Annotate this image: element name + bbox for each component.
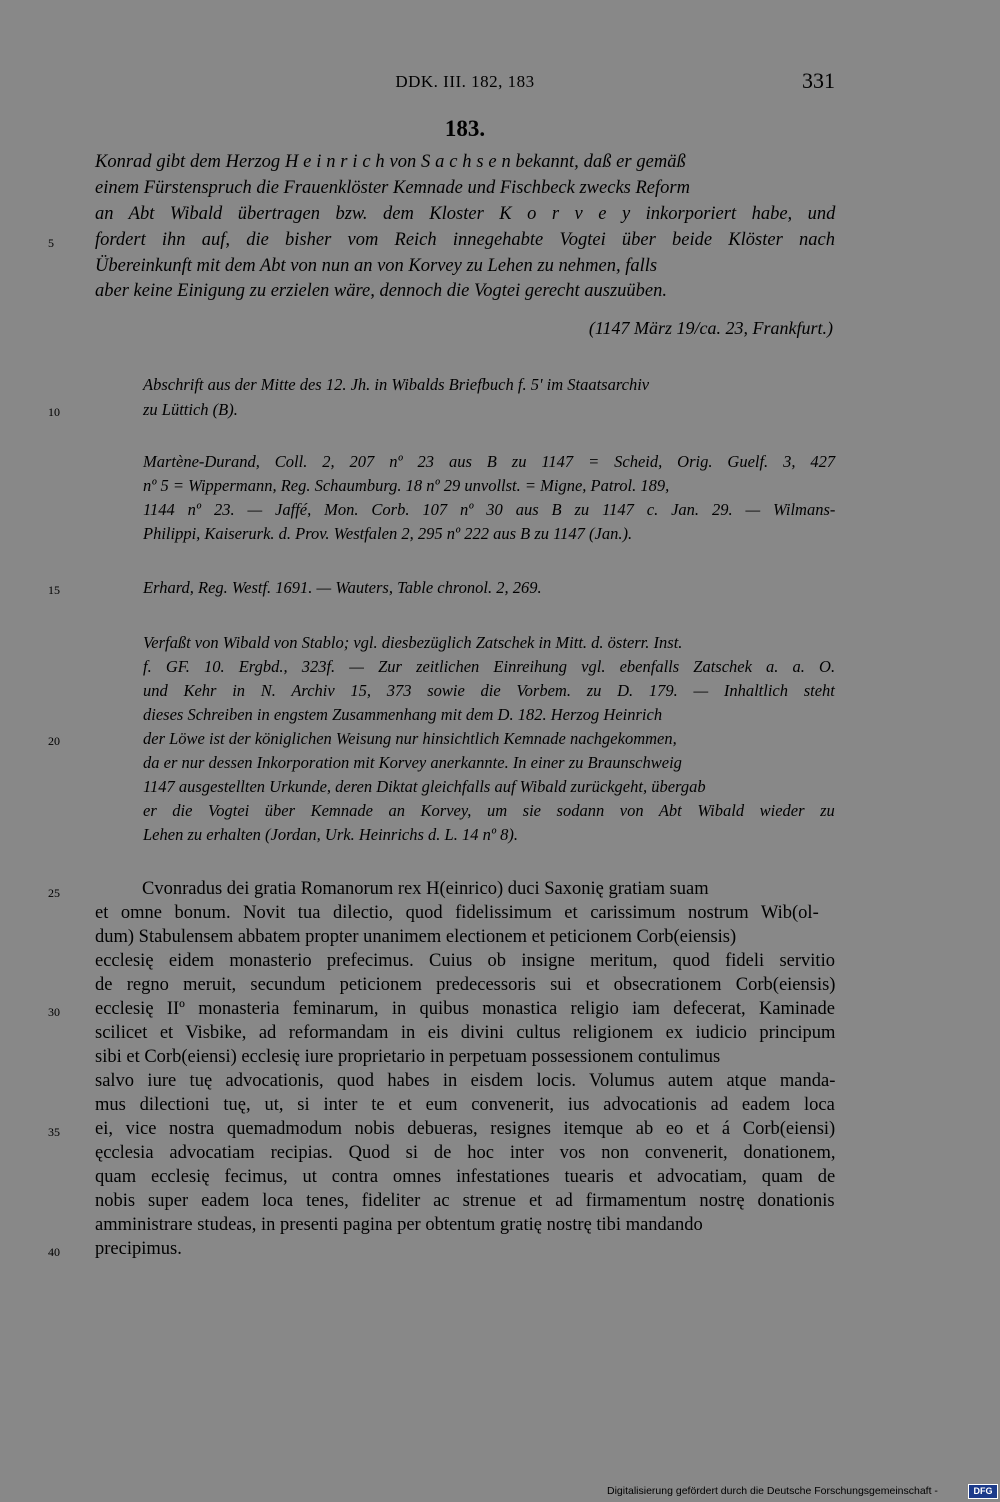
text-line: quam ecclesię fecimus, ut contra omnes infestationes tuearis et advocatiam, quam de [95, 1167, 836, 1187]
line-number: 20 [48, 734, 60, 748]
editions-line: nº 5 = Wippermann, Reg. Schaumburg. 18 nº 29 unvollst. = Migne, Patrol. 189, [143, 476, 670, 495]
dating: (1147 März 19/ca. 23, Frankfurt.) [588, 318, 833, 338]
line-number: 35 [48, 1125, 60, 1139]
tradition-line: zu Lüttich (B). [143, 400, 238, 419]
tradition-line: Abschrift aus der Mitte des 12. Jh. in Wibalds Briefbuch f. 5' im Staatsarchiv [143, 375, 650, 394]
regest-line: fordert ihn auf, die bisher vom Reich innegehabte Vogtei über beide Klöster nach [95, 230, 835, 250]
regest-line: Konrad gibt dem Herzog H e i n r i c h von S a c h s e n bekannt, daß er gemäß [95, 152, 686, 172]
commentary-line: da er nur dessen Inkorporation mit Korvey anerkannte. In einer zu Braunschweig [143, 753, 682, 772]
text-line: et omne bonum. Novit tua dilectio, quod fidelissimum et carissimum nostrum Wib(ol- [95, 903, 819, 923]
text-line: ei, vice nostra quemadmodum nobis debueras, resignes itemque ab eo et á Corb(eiensi) [95, 1119, 836, 1139]
commentary-line: der Löwe ist der königlichen Weisung nur hinsichtlich Kemnade nachgekommen, [143, 729, 677, 748]
digitization-credit [607, 1483, 1000, 1499]
regests-line: Erhard, Reg. Westf. 1691. — Wauters, Table chronol. 2, 269. [143, 578, 542, 597]
commentary-line: und Kehr in N. Archiv 15, 373 sowie die Vorbem. zu D. 179. — Inhaltlich steht [143, 681, 835, 700]
text-line: Cvonradus dei gratia Romanorum rex H(einrico) duci Saxonię gratiam suam [142, 879, 709, 899]
editions-line: Philippi, Kaiserurk. d. Prov. Westfalen 2, 295 nº 222 aus B zu 1147 (Jan.). [143, 524, 633, 543]
line-number: 5 [48, 236, 54, 250]
commentary-line: Verfaßt von Wibald von Stablo; vgl. diesbezüglich Zatschek in Mitt. d. österr. Inst. [143, 633, 683, 652]
document-number: 183. [444, 116, 486, 141]
running-title: DDK. III. 182, 183 [395, 72, 535, 91]
text-line: ecclesię IIº monasteria feminarum, in quibus monastica religio iam defecerat, Kaminade [95, 999, 835, 1019]
commentary-line: 1147 ausgestellten Urkunde, deren Diktat gleichfalls auf Wibald zurückgeht, übergab [143, 777, 706, 796]
regest-line: Übereinkunft mit dem Abt von nun an von Korvey zu Lehen zu nehmen, falls [95, 256, 658, 276]
commentary-line: dieses Schreiben in engstem Zusammenhang mit dem D. 182. Herzog Heinrich [143, 705, 663, 724]
text-line: de regno meruit, secundum peticionem predecessoris sui et obsecrationem Corb(eiensis) [95, 975, 836, 995]
dfg-logo: DFG [968, 1484, 998, 1499]
text-line: mus dilectioni tuę, ut, si inter te et eum convenerit, ius advocationis ad eadem loca [95, 1095, 835, 1115]
text-line: dum) Stabulensem abbatem propter unanimem electionem et peticionem Corb(eiensis) [95, 927, 737, 947]
text-line: ecclesię eidem monasterio prefecimus. Cuius ob insigne meritum, quod fideli servitio [95, 951, 835, 971]
editions-line: Martène-Durand, Coll. 2, 207 nº 23 aus B zu 1147 = Scheid, Orig. Guelf. 3, 427 [143, 452, 836, 471]
text-line: amministrare studeas, in presenti pagina per obtentum gratię nostrę tibi mandando [95, 1215, 703, 1235]
text-line: sibi et Corb(eiensi) ecclesię iure proprietario in perpetuam possessionem contulimus [95, 1047, 721, 1067]
line-number: 10 [48, 405, 60, 419]
credit-text: Digitalisierung gefördert durch die Deutsche Forschungsgemeinschaft - [607, 1485, 938, 1497]
commentary-line: er die Vogtei über Kemnade an Korvey, um sie sodann von Abt Wibald wieder zu [143, 801, 835, 820]
commentary-line: f. GF. 10. Ergbd., 323f. — Zur zeitlichen Einreihung vgl. ebenfalls Zatschek a. a. O. [143, 657, 836, 676]
regest-line: aber keine Einigung zu erzielen wäre, dennoch die Vogtei gerecht auszuüben. [95, 281, 668, 301]
line-number: 40 [48, 1245, 60, 1259]
page-number: 331 [802, 68, 835, 93]
regest-line: einem Fürstenspruch die Frauenklöster Kemnade und Fischbeck zwecks Reform [95, 178, 690, 198]
commentary-line: Lehen zu erhalten (Jordan, Urk. Heinrichs d. L. 14 nº 8). [143, 825, 518, 844]
line-number: 30 [48, 1005, 60, 1019]
running-head [0, 68, 1000, 98]
text-line: precipimus. [95, 1239, 182, 1259]
text-line: nobis super eadem loca tenes, fideliter ac strenue et ad firmamentum nostrę donationis [95, 1191, 835, 1211]
editions-line: 1144 nº 23. — Jaffé, Mon. Corb. 107 nº 30 aus B zu 1147 c. Jan. 29. — Wilmans- [143, 500, 836, 519]
text-line: ęcclesia advocatiam recipias. Quod si de hoc inter vos non convenerit, donationem, [95, 1143, 836, 1163]
line-number: 15 [48, 583, 60, 597]
line-number: 25 [48, 886, 60, 900]
text-line: salvo iure tuę advocationis, quod habes in eisdem locis. Volumus autem atque manda- [95, 1071, 836, 1091]
regest-line: an Abt Wibald übertragen bzw. dem Kloster K o r v e y inkorporiert habe, und [95, 204, 836, 224]
text-line: scilicet et Visbike, ad reformandam in eis divini cultus religionem ex iudicio principum [95, 1023, 836, 1043]
